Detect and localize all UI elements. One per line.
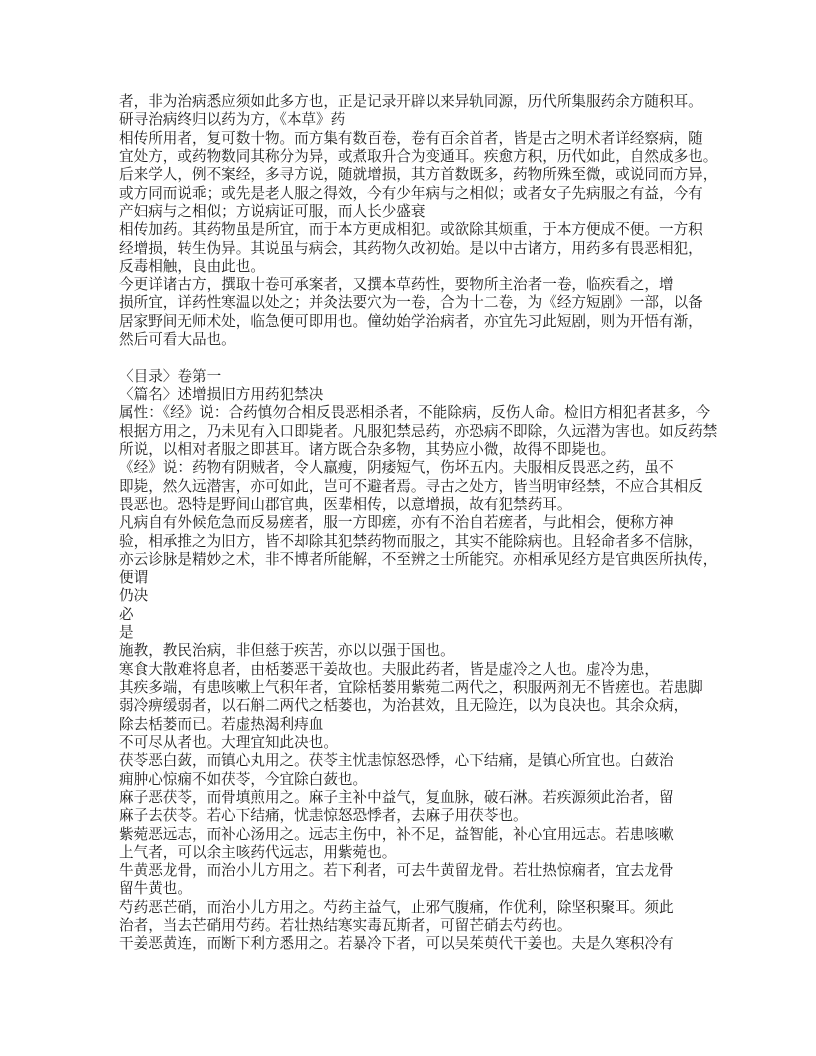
text-line: 反毒相触，良由此也。: [119, 258, 265, 275]
text-line: 麻子去茯苓。若心下结痛，忧恚惊怒恐悸者，去麻子用茯苓也。: [119, 808, 528, 825]
text-line: 〈目录〉卷第一: [119, 368, 222, 385]
text-line: 寒食大散难将息者，由栝蒌恶干姜故也。夫服此药者，皆是虚冷之人也。虚冷为患，: [119, 661, 659, 678]
text-line: 凡病自有外候危急而反易瘥者，服一方即瘥，亦有不治自若瘥者，与此相会，便称方神: [119, 515, 674, 532]
text-line: 者，非为治病悉应须如此多方也，正是记录开辟以来异轨同源，历代所集服药余方随积耳。: [119, 94, 703, 110]
text-line: 居家野间无师术处，临急便可即用也。僮幼始学治病者，亦宜先习此短剧，则为开悟有渐，: [119, 313, 703, 330]
text-line: 经增损，转生伪异。其说虽与病会，其药物久改初始。是以中古诸方，用药多有畏恶相犯，: [119, 240, 703, 257]
text-line: 属性：《经》说：合药慎勿合相反畏恶相杀者，不能除病，反伤人命。检旧方相犯者甚多，今: [119, 405, 711, 422]
text-line: 便谓: [119, 570, 149, 587]
text-line: 上气者，可以余主咳药代远志，用紫菀也。: [119, 844, 397, 861]
text-line: 芍药恶芒硝，而治小儿方用之。芍药主益气，止邪气腹痛，作优利，除坚积聚耳。须此: [119, 899, 674, 916]
document-body: [119, 93, 718, 954]
text-line: 其疾多端，有患咳嗽上气积年者，宜除栝蒌用紫菀二两代之，积服两剂无不皆瘥也。若患脚: [119, 680, 703, 696]
text-line: 损所宜，详药性寒温以处之；并灸法要穴为一卷，合为十二卷，为《经方短剧》一部，以备: [119, 295, 703, 312]
text-line: 施教，教民治病，非但慈于疾苦，亦以以强于国也。: [119, 643, 455, 660]
text-line: 产妇病与之相似；方说病证可服，而人长少盛衰: [119, 203, 426, 220]
blank-line: [119, 349, 709, 367]
text-line: 或方同而说乖；或先是老人服之得效，今有少年病与之相似；或者女子先病服之有益，今有: [119, 185, 703, 202]
text-line: 研寻治病终归以药为方，《本草》药: [119, 112, 346, 129]
text-line: 治者，当去芒硝用芍药。若壮热结寒实毒瓦斯者，可留芒硝去芍药也。: [119, 918, 572, 935]
text-line: 除去栝蒌而已。若虚热渴利痔血: [119, 716, 324, 733]
text-line: 麻子恶茯苓，而骨填煎用之。麻子主补中益气，复血脉，破石淋。若疾源须此治者，留: [119, 789, 674, 806]
text-line: 弱冷痹缓弱者，以石斛二两代之栝蒌也，为治甚效，且无险迕，以为良决也。其余众病，: [119, 698, 689, 715]
text-line: 是: [119, 625, 134, 642]
text-line: 茯苓恶白蔹，而镇心丸用之。茯苓主忧恚惊怒恐悸，心下结痛，是镇心所宜也。白蔹治: [119, 753, 674, 770]
text-line: 畏恶也。恐特是野间山郡官典，医辈相传，以意增损，故有犯禁药耳。: [119, 496, 572, 513]
text-line: 验，相承推之为旧方，皆不却除其犯禁药物而服之，其实不能除病也。且轻命者多不信脉，: [119, 533, 703, 550]
text-line: 紫菀恶远志，而补心汤用之。远志主伤中，补不足，益智能，补心宜用远志。若患咳嗽: [119, 826, 674, 843]
text-line: 痈肿心惊痫不如茯苓，今宜除白蔹也。: [119, 771, 368, 788]
text-line: 即毙，然久远潜害，亦可如此，岂可不避者焉。寻古之处方，皆当明审经禁，不应合其相反: [119, 478, 703, 495]
text-line: 后来学人，例不案经，多寻方说，随就增损，其方首数既多，药物所殊至微，或说同而方异，: [119, 167, 718, 184]
text-line: 亦云诊脉是精妙之术，非不博者所能解，不至辨之士所能究。亦相承见经方是官典医所执传，: [119, 551, 718, 568]
text-line: 必: [119, 606, 134, 623]
text-line: 然后可看大品也。: [119, 332, 236, 349]
text-line: 干姜恶黄连，而断下利方悉用之。若暴冷下者，可以吴茱萸代干姜也。夫是久寒积冷有: [119, 936, 674, 953]
text-line: 留牛黄也。: [119, 881, 192, 898]
text-line: 牛黄恶龙骨，而治小儿方用之。若下利者，可去牛黄留龙骨。若壮热惊痫者，宜去龙骨: [119, 863, 674, 880]
text-line: 相传所用者，复可数十物。而方集有数百卷，卷有百余首者，皆是古之明术者详经察病，随: [119, 130, 703, 147]
text-line: 相传加药。其药物虽是所宜，而于本方更成相犯。或欲除其烦重，于本方便成不便。一方积: [119, 222, 703, 239]
text-line: 仍决: [119, 588, 149, 605]
text-line: 根据方用之，乃未见有入口即毙者。凡服犯禁忌药，亦恐病不即除，久远潜为害也。如反药禁: [119, 423, 718, 440]
text-line: 〈篇名〉述增损旧方用药犯禁决: [119, 387, 324, 403]
text-line: 《经》说：药物有阴贼者，令人羸瘦，阴痿短气，伤坏五内。夫服相反畏恶之药，虽不: [119, 460, 674, 477]
text-line: 不可尽从者也。大理宜知此决也。: [119, 734, 338, 751]
text-line: 所说，以相对者服之即甚耳。诸方既合杂多物，其势应小微，故得不即毙也。: [119, 441, 616, 458]
text-line: 宜处方，或药物数同其称分为异，或煮取升合为变通耳。疾愈方积，历代如此，自然成多也。: [119, 148, 718, 165]
text-line: 今更详诸古方，撰取十卷可承案者，又撰本草药性，要物所主治者一卷，临疾看之，增: [119, 277, 674, 294]
